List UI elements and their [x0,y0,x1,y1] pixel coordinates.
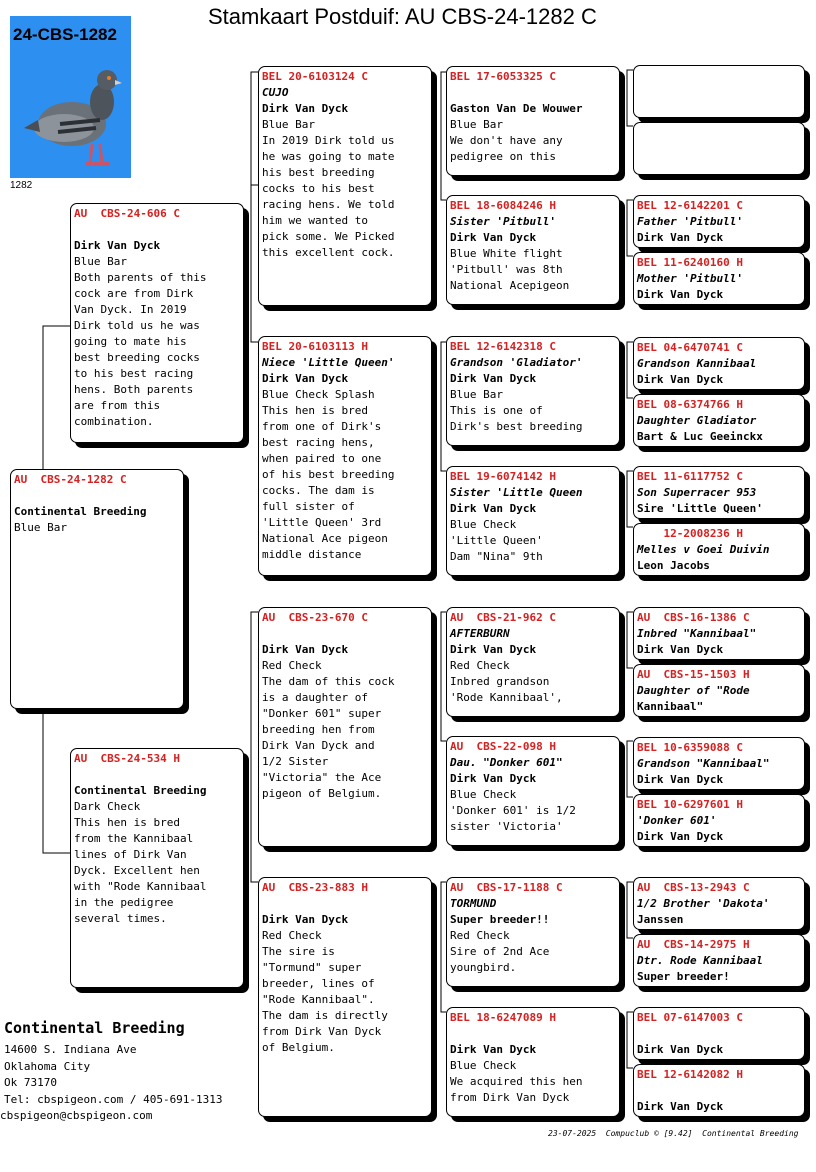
breeder: Dirk Van Dyck [637,231,724,244]
ring-number: BEL 07-6147003 C [637,1011,743,1024]
breeder: Dirk Van Dyck [450,772,537,785]
g4-card [633,65,805,118]
telephone: Tel: cbspigeon.com / 405-691-1313 [4,1092,223,1106]
g4-card [633,337,805,390]
breeder: Dirk Van Dyck [74,239,161,252]
ring-number: BEL 19-6074142 H [450,470,556,483]
g4-card [633,607,805,660]
pigeon-name: Father 'Pitbull' [637,215,743,228]
g4-card [633,466,805,519]
address-line-1: 14600 S. Indiana Ave [4,1043,137,1056]
pigeon-color: Blue White flight [450,247,563,260]
breeder: Dirk Van Dyck [450,372,537,385]
breeder: Leon Jacobs [637,559,710,572]
pigeon-name: Niece 'Little Queen' [262,356,395,369]
g3-card [446,607,620,717]
ring-number: AU CBS-24-606 C [74,207,180,220]
dam-card [70,748,244,988]
pigeon-color: Blue Check [450,518,517,531]
pigeon-notes: The dam of this cock is a daughter of "Donker 601" super breeding hen from Dirk Van Dyck and 1/2 Sister "Victoria" the Ace pigeon of Belgium. [262,675,395,800]
breeder: Dirk Van Dyck [262,372,349,385]
g4-card [633,877,805,930]
pigeon-color: Dark Check [74,800,141,813]
pigeon-notes: This is one of Dirk's best breeding [450,404,583,433]
breeder: Dirk Van Dyck [262,102,349,115]
breeder: Dirk Van Dyck [637,643,724,656]
pigeon-notes: This hen is bred from the Kannibaal lines of Dirk Van Dyck. Excellent hen with "Rode Kannibaal in the pedigree several times. [74,816,207,925]
pigeon-name: Melles v Goei Duivin [637,543,770,556]
email: cbspigeon@cbspigeon.com [0,1109,153,1122]
ring-number: BEL 12-6142082 H [637,1068,743,1081]
pigeon-color: Blue Bar [14,521,67,534]
pigeon-notes: Both parents of this cock are from Dirk Van Dyck. In 2019 Dirk told us he was going to mate his best breeding cocks to his best racing hens. Both parents are from this combination. [74,271,207,428]
pigeon-color: Red Check [262,929,322,942]
grandsire-paternal-card [258,66,432,306]
photo-caption: 1282 [10,180,33,191]
breeder: Dirk Van Dyck [637,1100,724,1113]
pigeon-name [262,896,428,912]
pigeon-name [262,626,428,642]
pigeon-notes: 'Little Queen' Dam "Nina" 9th [450,534,543,563]
ring-number: BEL 18-6247089 H [450,1011,556,1024]
breeder: Dirk Van Dyck [637,1043,724,1056]
g4-card [633,934,805,987]
pigeon-name [74,222,240,238]
company-name: Continental Breeding [4,1019,185,1037]
pigeon-color: Blue Check [450,1059,517,1072]
ring-number: BEL 18-6084246 H [450,199,556,212]
address-line-3: Ok 73170 [4,1076,57,1089]
breeder: Continental Breeding [14,505,147,518]
ring-number: BEL 12-6142201 C [637,199,743,212]
pigeon-name [637,1083,801,1099]
pigeon-notes: Inbred grandson 'Rode Kannibaal', [450,675,563,704]
grandsire-maternal-card [258,607,432,847]
pigeon-name: 'Donker 601' [637,814,717,827]
breeder: Dirk Van Dyck [262,913,349,926]
pigeon-notes: We acquired this hen from Dirk Van Dyck [450,1075,583,1104]
pigeon-notes: We don't have any pedigree on this [450,134,563,163]
breeder: Kannibaal" [637,700,704,713]
breeder: Dirk Van Dyck [637,830,724,843]
pigeon-name: Sister 'Pitbull' [450,215,556,228]
g4-card [633,1007,805,1060]
pigeon-name: Dau. "Donker 601" [450,756,563,769]
ring-number: AU CBS-16-1386 C [637,611,750,624]
sire-card [70,203,244,443]
breeder: Dirk Van Dyck [637,288,724,301]
pigeon-name [74,767,240,783]
ring-number: AU CBS-15-1503 H [637,668,750,681]
g4-card [633,664,805,717]
address-line-2: Oklahoma City [4,1059,91,1073]
ring-number: BEL 20-6103113 H [262,340,368,353]
breeder: Janssen [637,913,684,926]
breeder: Dirk Van Dyck [637,773,724,786]
pigeon-name: Son Superracer 953 [637,486,757,499]
breeder: Super breeder! [637,970,730,983]
pigeon-name: Daughter Gladiator [637,414,757,427]
breeder: Dirk Van Dyck [450,231,537,244]
pigeon-name: Sister 'Little Queen [450,486,583,499]
pigeon-color: Red Check [450,659,510,672]
photo-label: 24-CBS-1282 [13,25,117,44]
breeder: Bart & Luc Geeinckx [637,430,763,443]
g4-card [633,794,805,847]
pigeon-color: Red Check [262,659,322,672]
g4-card [633,394,805,447]
breeder: Dirk Van Dyck [450,643,537,656]
g4-card [633,195,805,248]
ring-number: BEL 17-6053325 C [450,70,556,83]
ring-number: BEL 11-6240160 H [637,256,743,269]
breeder: Sire 'Little Queen' [637,502,763,515]
pigeon-color: Blue Bar [450,388,503,401]
ring-number: BEL 20-6103124 C [262,70,368,83]
ring-number: AU CBS-24-1282 C [14,473,127,486]
page-title: Stamkaart Postduif: AU CBS-24-1282 C [208,4,597,29]
g3-card [446,336,620,446]
g4-card [633,1064,805,1117]
breeder: Dirk Van Dyck [262,643,349,656]
pigeon-name: CUJO [262,86,289,99]
g3-card [446,877,620,987]
breeder-contact [0,1018,223,1125]
g3-card [446,466,620,576]
ring-number: AU CBS-23-883 H [262,881,368,894]
pigeon-name [637,1026,801,1042]
pigeon-name [450,85,616,101]
breeder: Gaston Van De Wouwer [450,102,583,115]
g3-card [446,66,620,176]
pigeon-notes: 'Pitbull' was 8th National Acepigeon [450,263,570,292]
g3-card [446,195,620,305]
ring-number: BEL 11-6117752 C [637,470,743,483]
pigeon-color: Blue Bar [450,118,503,131]
g4-card [633,252,805,305]
ring-number: AU CBS-13-2943 C [637,881,750,894]
pigeon-color: Blue Check Splash [262,388,375,401]
ring-number: 12-2008236 H [637,527,743,540]
pigeon-color: Red Check [450,929,510,942]
g4-card [633,523,805,576]
g4-card [633,737,805,790]
pigeon-name: TORMUND [450,897,497,910]
pigeon-notes: The sire is "Tormund" super breeder, lines of "Rode Kannibaal". The dam is directly from Dirk Van Dyck of Belgium. [262,945,388,1054]
g4-card [633,122,805,175]
pigeon-notes: Sire of 2nd Ace youngbird. [450,945,550,974]
pigeon-color: Blue Check [450,788,517,801]
pigeon-name: Grandson "Kannibaal" [637,757,770,770]
print-stamp: 23-07-2025 Compuclub © [9.42] Continental Breeding [548,1129,799,1138]
g3-card [446,736,620,846]
granddam-paternal-card [258,336,432,576]
breeder: Super breeder!! [450,913,550,926]
g3-card [446,1007,620,1117]
breeder: Dirk Van Dyck [450,1043,537,1056]
pigeon-name: AFTERBURN [450,627,510,640]
pigeon-name: Mother 'Pitbull' [637,272,743,285]
pigeon-notes: 'Donker 601' is 1/2 sister 'Victoria' [450,804,576,833]
pigeon-notes: In 2019 Dirk told us he was going to mate his best breeding cocks to his best racing hens. We told him we wanted to pick some. We Picked this excellent cock. [262,134,395,259]
ring-number: AU CBS-23-670 C [262,611,368,624]
breeder: Dirk Van Dyck [637,373,724,386]
ring-number: AU CBS-22-098 H [450,740,556,753]
ring-number: AU CBS-24-534 H [74,752,180,765]
pigeon-name: Daughter of "Rode [637,684,750,697]
ring-number: BEL 04-6470741 C [637,341,743,354]
pigeon-name [14,488,180,504]
ring-number: BEL 10-6359088 C [637,741,743,754]
ring-number: BEL 12-6142318 C [450,340,556,353]
pigeon-name: Dtr. Rode Kannibaal [637,954,763,967]
pigeon-name [450,1026,616,1042]
pigeon-name: 1/2 Brother 'Dakota' [637,897,770,910]
pigeon-name: Inbred "Kannibaal" [637,627,757,640]
ring-number: AU CBS-21-962 C [450,611,556,624]
breeder: Dirk Van Dyck [450,502,537,515]
ring-number: AU CBS-17-1188 C [450,881,563,894]
pigeon-notes: This hen is bred from one of Dirk's best racing hens, when paired to one of his best breeding cocks. The dam is full sister of 'Little Queen' 3rd National Ace pigeon middle distance [262,404,395,561]
granddam-maternal-card [258,877,432,1117]
pigeon-color: Blue Bar [74,255,127,268]
pigeon-name: Grandson 'Gladiator' [450,356,583,369]
subject-pigeon-card [10,469,184,709]
ring-number: BEL 08-6374766 H [637,398,743,411]
pigeon-color: Blue Bar [262,118,315,131]
breeder: Continental Breeding [74,784,207,797]
pigeon-name: Grandson Kannibaal [637,357,757,370]
ring-number: BEL 10-6297601 H [637,798,743,811]
ring-number: AU CBS-14-2975 H [637,938,750,951]
